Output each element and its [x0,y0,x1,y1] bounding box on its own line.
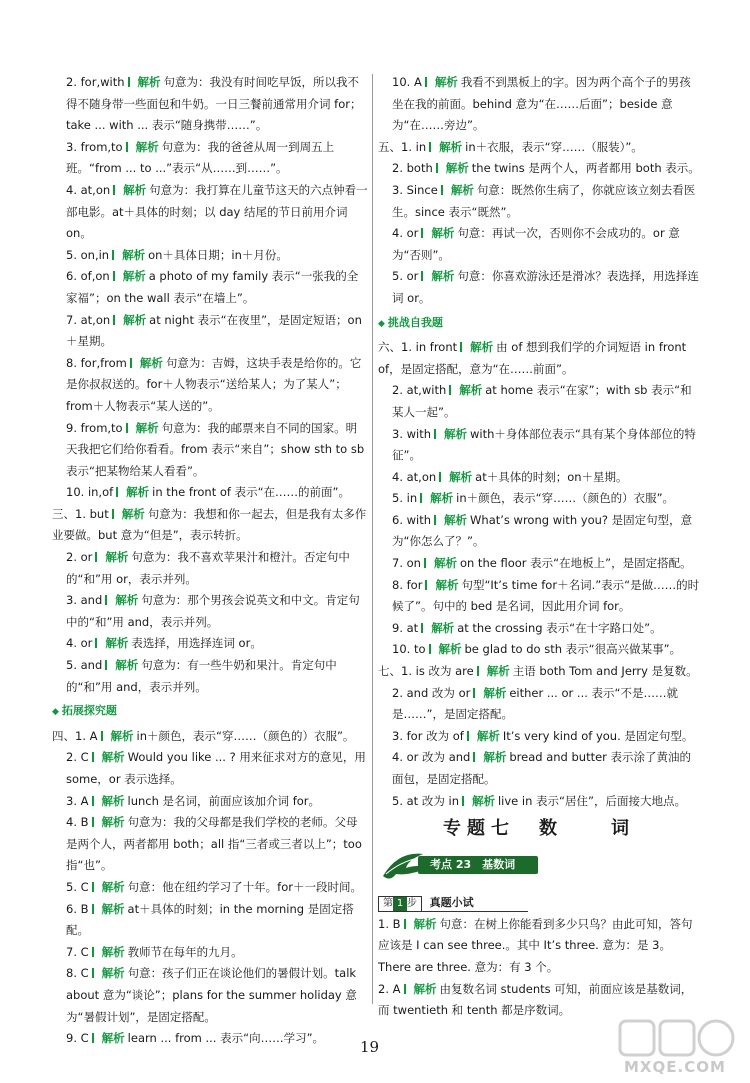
analysis-text: 句意为：我想和你一起去，但是我有太多作业要做。but 意为“但是”，表示转折。 [52,506,367,543]
analysis-label: 解析 [404,979,437,1001]
answer-key: 三、1. but [52,506,109,521]
answer-item [378,683,700,726]
answer-key: 4. at,on [66,182,111,197]
answer-key: 5. or [392,269,419,284]
answer-item [52,310,368,353]
answer-item [52,747,368,790]
answer-key: 6. of,on [66,269,110,284]
answer-item [52,633,368,655]
analysis-text: in＋颜色，表示“穿……（颜色的）衣服”。 [456,491,675,506]
analysis-label: 解析 [113,266,146,288]
chapter-title: 专题七 数 词 [443,818,635,840]
analysis-label: 解析 [404,914,437,936]
analysis-text: either ... or ... 表示“不是……就是……”，是固定搭配。 [392,685,678,722]
analysis-text: 句意为：吉姆，这块手表是给你的。它是你叔叔送的。for＋人物表示“送给某人；为了某人”；from＋人物表示“某人送的”。 [66,355,362,413]
analysis-label: 解析 [441,180,474,202]
step-number: 1 [393,897,407,911]
analysis-text: 句意：他在纽约学习了十年。for＋一段时间。 [127,879,362,894]
analysis-text: 句意：再试一次，否则你不会成功的。or 意为“否则”。 [392,226,680,262]
analysis-label: 解析 [92,747,125,769]
left-column [52,72,368,1050]
answer-key: 1. B [378,916,401,931]
answer-item [378,266,700,309]
answer-key: 3. from,to [66,139,123,154]
analysis-label: 解析 [467,726,500,748]
step-header [378,892,700,914]
analysis-text: 教师节在每年的九月。 [127,944,243,959]
answer-item [378,488,700,510]
analysis-label: 解析 [421,223,454,245]
analysis-text: 句意：在树上你能看到多少只鸟？由此可知，答句应该是 I can see three.。其中 It’s three. 意为：是 3。There are three. 意为：有 3 个。 [378,916,693,974]
analysis-label: 解析 [477,661,510,683]
answer-key: 六、1. in front [378,340,458,355]
answer-item [52,266,368,309]
answer-key: 8. C [66,966,89,981]
answer-key: 4. or 改为 and [392,750,471,765]
analysis-text: in＋衣服，表示“穿……（服装）”。 [465,139,643,154]
analysis-label: 解析 [113,180,146,202]
answer-item [378,158,700,180]
answer-key: 9. C [66,1031,89,1046]
step-underline [378,911,528,912]
answer-key: 5. at 改为 in [392,793,459,808]
analysis-label: 解析 [424,553,457,575]
analysis-label: 解析 [449,380,482,402]
analysis-text: the twins 是两个人，两者都用 both 表示。 [471,161,700,176]
analysis-text: 句意为：我的爸爸从周一到周五上班。“from ... to ...”表示“从……到……”。 [66,139,335,176]
answer-key: 2. A [378,981,401,996]
answer-key: 7. C [66,944,89,959]
analysis-text: at＋具体的时刻；on＋星期。 [475,469,628,484]
analysis-text: 句意为：我没有时间吃早饭，所以我不得不随身带一些面包和牛奶。一日三餐前通常用介词 for；take ... with ... 表示“随身携带……”。 [66,75,362,133]
answer-item [52,137,368,180]
answer-item [52,877,368,899]
analysis-label: 解析 [460,337,493,359]
analysis-label: 解析 [462,791,495,813]
answer-key: 3. with [392,426,432,441]
answer-key: 2. at,with [392,383,447,398]
analysis-text: 句意为：我的邮票来自不同的国家。明天我把它们给你看看。from 表示“来自”；show sth to sb 表示“把某物给某人看看”。 [66,420,365,478]
step-suffix: 步 [407,897,417,909]
answer-key: 2. C [66,750,89,765]
analysis-label: 解析 [421,266,454,288]
analysis-label: 解析 [429,639,462,661]
answer-item [52,942,368,964]
analysis-text: at the crossing 表示“在十字路口处”。 [457,620,662,635]
analysis-text: 句意：既然你生病了，你就应该立刻去看医生。since 表示“既然”。 [392,182,696,219]
answer-key: 9. from,to [66,420,123,435]
answer-item [52,180,368,245]
analysis-label: 解析 [95,547,128,569]
analysis-label: 解析 [116,482,149,504]
answer-key: 4. at,on [392,469,437,484]
analysis-label: 解析 [473,683,506,705]
answer-item [52,245,368,267]
answer-item [52,547,368,590]
analysis-label: 解析 [105,590,138,612]
step-box [378,896,422,912]
answer-key: 7. at,on [66,312,111,327]
analysis-label: 解析 [92,1028,125,1050]
answer-item [52,504,368,547]
answer-key: 7. on [392,556,421,571]
answer-key: 3. A [66,793,89,808]
answer-key: 5. and [66,658,103,673]
answer-item [378,380,700,423]
analysis-label: 解析 [112,245,145,267]
topic-banner [378,846,700,886]
analysis-text: learn ... from ... 表示“向……学习”。 [127,1031,325,1046]
answer-key: 五、1. in [378,139,427,154]
analysis-text: at home 表示“在家”；with sb 表示“和某人一起”。 [392,383,692,419]
analysis-label: 解析 [434,510,467,532]
analysis-label: 解析 [105,655,138,677]
analysis-label: 解析 [92,963,125,985]
answer-item [52,963,368,1028]
answer-key: 3. Since [392,182,438,197]
analysis-text: at night 表示“在夜里”，是固定短语；on＋星期。 [66,312,362,349]
analysis-text: in the front of 表示“在……的前面”。 [152,485,351,500]
answer-item [378,553,700,575]
answer-key: 2. or [66,550,93,565]
answer-item [378,180,700,223]
analysis-text: 由复数名词 students 可知，前面应该是基数词，而 twentieth 和 tenth 都是序数词。 [378,981,693,1018]
analysis-text: 主语 both Tom and Jerry 是复数。 [512,664,698,679]
analysis-label: 解析 [126,418,159,440]
analysis-label: 解析 [420,488,453,510]
analysis-text: on＋具体日期；in＋月份。 [148,247,288,262]
analysis-label: 解析 [436,158,469,180]
answer-key: 10. to [392,642,426,657]
answer-key: 2. for,with [66,75,125,89]
answer-item [378,467,700,489]
analysis-text: live in 表示“居住”，后面接大地点。 [497,793,686,808]
right-column [378,72,700,1022]
answer-key: 七、1. is 改为 are [378,664,474,679]
analysis-label: 解析 [421,618,454,640]
analysis-text: 句意：你喜欢游泳还是滑冰？表选择，用选择连词 or。 [392,269,699,305]
analysis-label: 解析 [425,575,458,597]
analysis-label: 解析 [439,467,472,489]
answer-key: 8. for,from [66,355,127,370]
answer-item [52,418,368,483]
analysis-label: 解析 [425,72,458,94]
analysis-label: 解析 [473,747,506,769]
analysis-label: 解析 [113,310,146,332]
answer-key: 10. A [392,75,422,89]
banner-text: 考点 23 基数词 [430,857,516,871]
answer-item [52,353,368,418]
answer-key: 6. B [66,901,89,916]
analysis-label: 解析 [95,633,128,655]
answer-key: 5. C [66,879,89,894]
analysis-text: What’s wrong with you? 是固定句型，意为“你怎么了？”。 [392,512,693,549]
analysis-label: 解析 [434,424,467,446]
answer-key: 10. in,of [66,485,114,500]
answer-item [52,590,368,633]
answer-item [52,655,368,698]
answer-key: 3. for 改为 of [392,728,464,743]
answer-item [378,639,700,661]
analysis-text: 由 of 想到我们学的介词短语 in front of，是固定搭配，意为“在……前面”。 [378,340,687,376]
answer-key: 4. B [66,815,89,830]
analysis-text: 我看不到黑板上的字。因为两个高个子的男孩坐在我的前面。behind 意为“在……后面”；beside 意为“在……旁边”。 [392,75,691,133]
answer-item [378,726,700,748]
analysis-text: 句型“It’s time for＋名词.”表示“是做……的时候了”。句中的 bed 是名词，因此用介词 for。 [392,577,700,614]
answer-item [378,575,700,618]
answer-item [52,726,368,748]
answer-key: 2. and 改为 or [392,685,471,700]
answer-key: 2. both [392,161,433,176]
answer-key: 四、1. A [52,728,98,743]
answer-key: 4. or [66,636,93,651]
section-subtitle: ◆ 挑战自我题 [378,312,700,336]
analysis-text: 句意为：有一些牛奶和果汁。肯定句中的“和”用 and，表示并列。 [66,658,337,694]
answer-key: 5. on,in [66,247,110,262]
analysis-text: 表选择，用选择连词 or。 [131,636,262,651]
answer-item [52,812,368,877]
analysis-label: 解析 [126,137,159,159]
answer-item [378,424,700,467]
analysis-text: 句意为：那个男孩会说英文和中文。肯定句中的“和”用 and，表示并列。 [66,593,360,629]
analysis-text: 句意为：我不喜欢苹果汁和橙汁。否定句中的“和”用 or，表示并列。 [66,550,350,586]
answer-key: 5. in [392,491,418,506]
analysis-text: 句意为：我打算在儿童节这天的六点钟看一部电影。at＋具体的时刻；以 day 结尾的节日前用介词 on。 [66,182,368,241]
answer-item [378,747,700,790]
step-prefix: 第 [383,897,393,909]
answer-key: 6. with [392,512,432,527]
answer-item [378,661,700,683]
answer-item [378,137,700,159]
answer-item [378,337,700,380]
section-subtitle: ◆ 拓展探究题 [52,700,368,724]
answer-item [378,914,700,979]
analysis-text: at＋具体的时刻；in the morning 是固定搭配。 [66,901,354,938]
analysis-text: It’s very kind of you. 是固定句型。 [502,728,694,743]
analysis-label: 解析 [128,72,161,94]
analysis-label: 解析 [92,899,125,921]
answer-key: 9. at [392,620,419,635]
analysis-text: bread and butter 表示涂了黄油的面包，是固定搭配。 [392,750,692,786]
answer-item [52,791,368,813]
analysis-label: 解析 [112,504,145,526]
analysis-label: 解析 [92,877,125,899]
analysis-text: Would you like ... ? 用来征求对方的意见，用 some，or 表示选择。 [66,750,366,786]
watermark-text: MXQE.COM [624,1058,726,1076]
analysis-label: 解析 [92,791,125,813]
page-number: 19 [360,1038,380,1056]
answer-item [378,510,700,553]
analysis-text: a photo of my family 表示“一张我的全家福”；on the wall 表示“在墙上”。 [66,269,359,305]
analysis-label: 解析 [101,726,134,748]
answer-item [52,1028,368,1050]
answer-key: 4. or [392,226,419,241]
analysis-label: 解析 [429,137,462,159]
answer-key: 3. and [66,593,103,608]
answer-item [378,72,700,137]
analysis-text: on the floor 表示“在地板上”，是固定搭配。 [459,556,692,571]
analysis-label: 解析 [92,942,125,964]
analysis-text: 句意为：我的父母都是我们学校的老师。父母是两个人，两者都用 both；all 指“三者或三者以上”；too 指“也”。 [66,815,362,873]
step-title: 真题小试 [429,895,474,909]
analysis-text: be glad to do sth 表示“很高兴做某事”。 [464,642,682,657]
answer-item [52,899,368,942]
analysis-text: in＋颜色，表示“穿……（颜色的）衣服”。 [136,728,355,743]
answer-item [378,223,700,266]
analysis-label: 解析 [92,812,125,834]
answer-item [52,72,368,137]
analysis-text: lunch 是名词，前面应该加介词 for。 [127,793,321,808]
answer-item [378,618,700,640]
analysis-text: with＋身体部位表示“具有某个身体部位的特征”。 [392,426,696,463]
analysis-text: 句意：孩子们正在谈论他们的暑假计划。talk about 意为“谈论”；plans for the summer holiday 意为“暑假计划”，是固定搭配。 [66,966,357,1024]
answer-item [378,791,700,813]
answer-key: 8. for [392,577,423,592]
analysis-label: 解析 [130,353,163,375]
answer-item [52,482,368,504]
column-divider [372,74,373,1004]
